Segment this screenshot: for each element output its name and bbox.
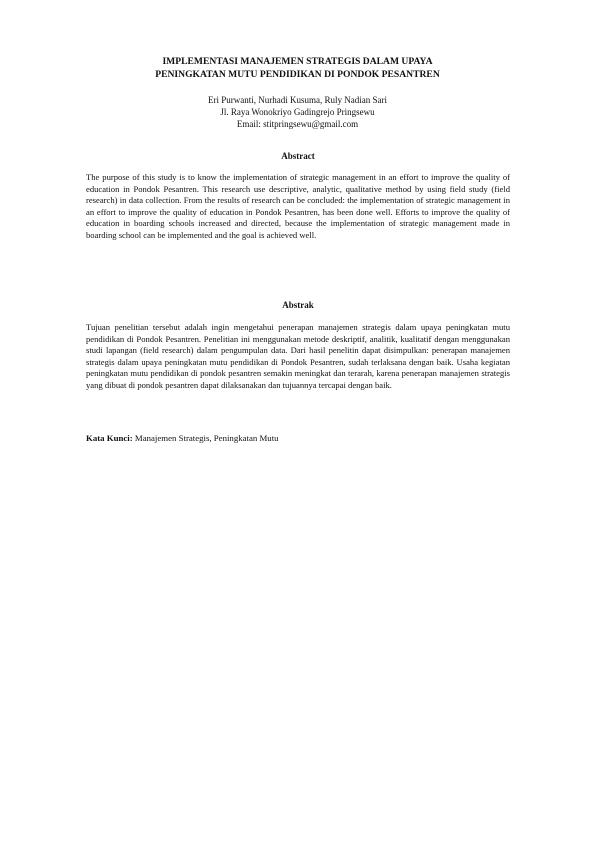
author-block [100,94,495,130]
author-names: Eri Purwanti, Nurhadi Kusuma, Ruly Nadian Sari [208,95,387,105]
abstrak-text: Tujuan penelitian tersebut adalah ingin mengetahui penerapan manajemen strategis dalam upaya peningkatan mutu pendidikan di Pondok Pesantren. Penelitian ini menggunakan metode deskriptif, analitik, kualitatif dengan menggunakan studi lapangan (field research) dalam pengumpulan data. Dari hasil penelitin dapat disimpulkan: penerapan manajemen strategis dalam upaya peningkatan mutu pendidikan di Pondok Pesantren, sudah terlaksana dengan baik. Usaha kegiatan peningkatan mutu pendidikan di pondok pesantren semakin meningkat dan terarah, karena penerapan manajemen strategis yang dibuat di pondok pesantren dapat dilaksanakan dan tujuannya tercapai dengan baik. [86,322,510,390]
keywords-label: Kata Kunci: [86,433,133,443]
abstract-text: The purpose of this study is to know the implementation of strategic management in an effort to improve the quality of education in Pondok Pesantren. This research use descriptive, analytic, qualitative method by using field study (field research) in data collection. From the results of research can be concluded: the implementation of strategic management in an effort to improve the quality of education in Pondok Pesantren, has been done well. Efforts to improve the quality of education in boarding schools increased and directed, because the implementation of strategic management made in boarding school can be implemented and the goal is achieved well. [86,172,510,240]
author-address: Jl. Raya Wonokriyo Gadingrejo Pringsewu [220,107,375,117]
paper-title-line-1: IMPLEMENTASI MANAJEMEN STRATEGIS DALAM UPAYA [162,56,433,67]
keywords-text: Manajemen Strategis, Peningkatan Mutu [132,433,279,443]
author-email: Email: stitpringsewu@gmail.com [236,119,359,129]
abstrak-heading: Abstrak [282,300,314,310]
paper-title-line-2: PENINGKATAN MUTU PENDIDIKAN DI PONDOK PESANTREN [155,69,440,80]
abstract-heading: Abstract [281,151,315,161]
paper-title [100,55,495,81]
keywords-line [86,432,510,444]
